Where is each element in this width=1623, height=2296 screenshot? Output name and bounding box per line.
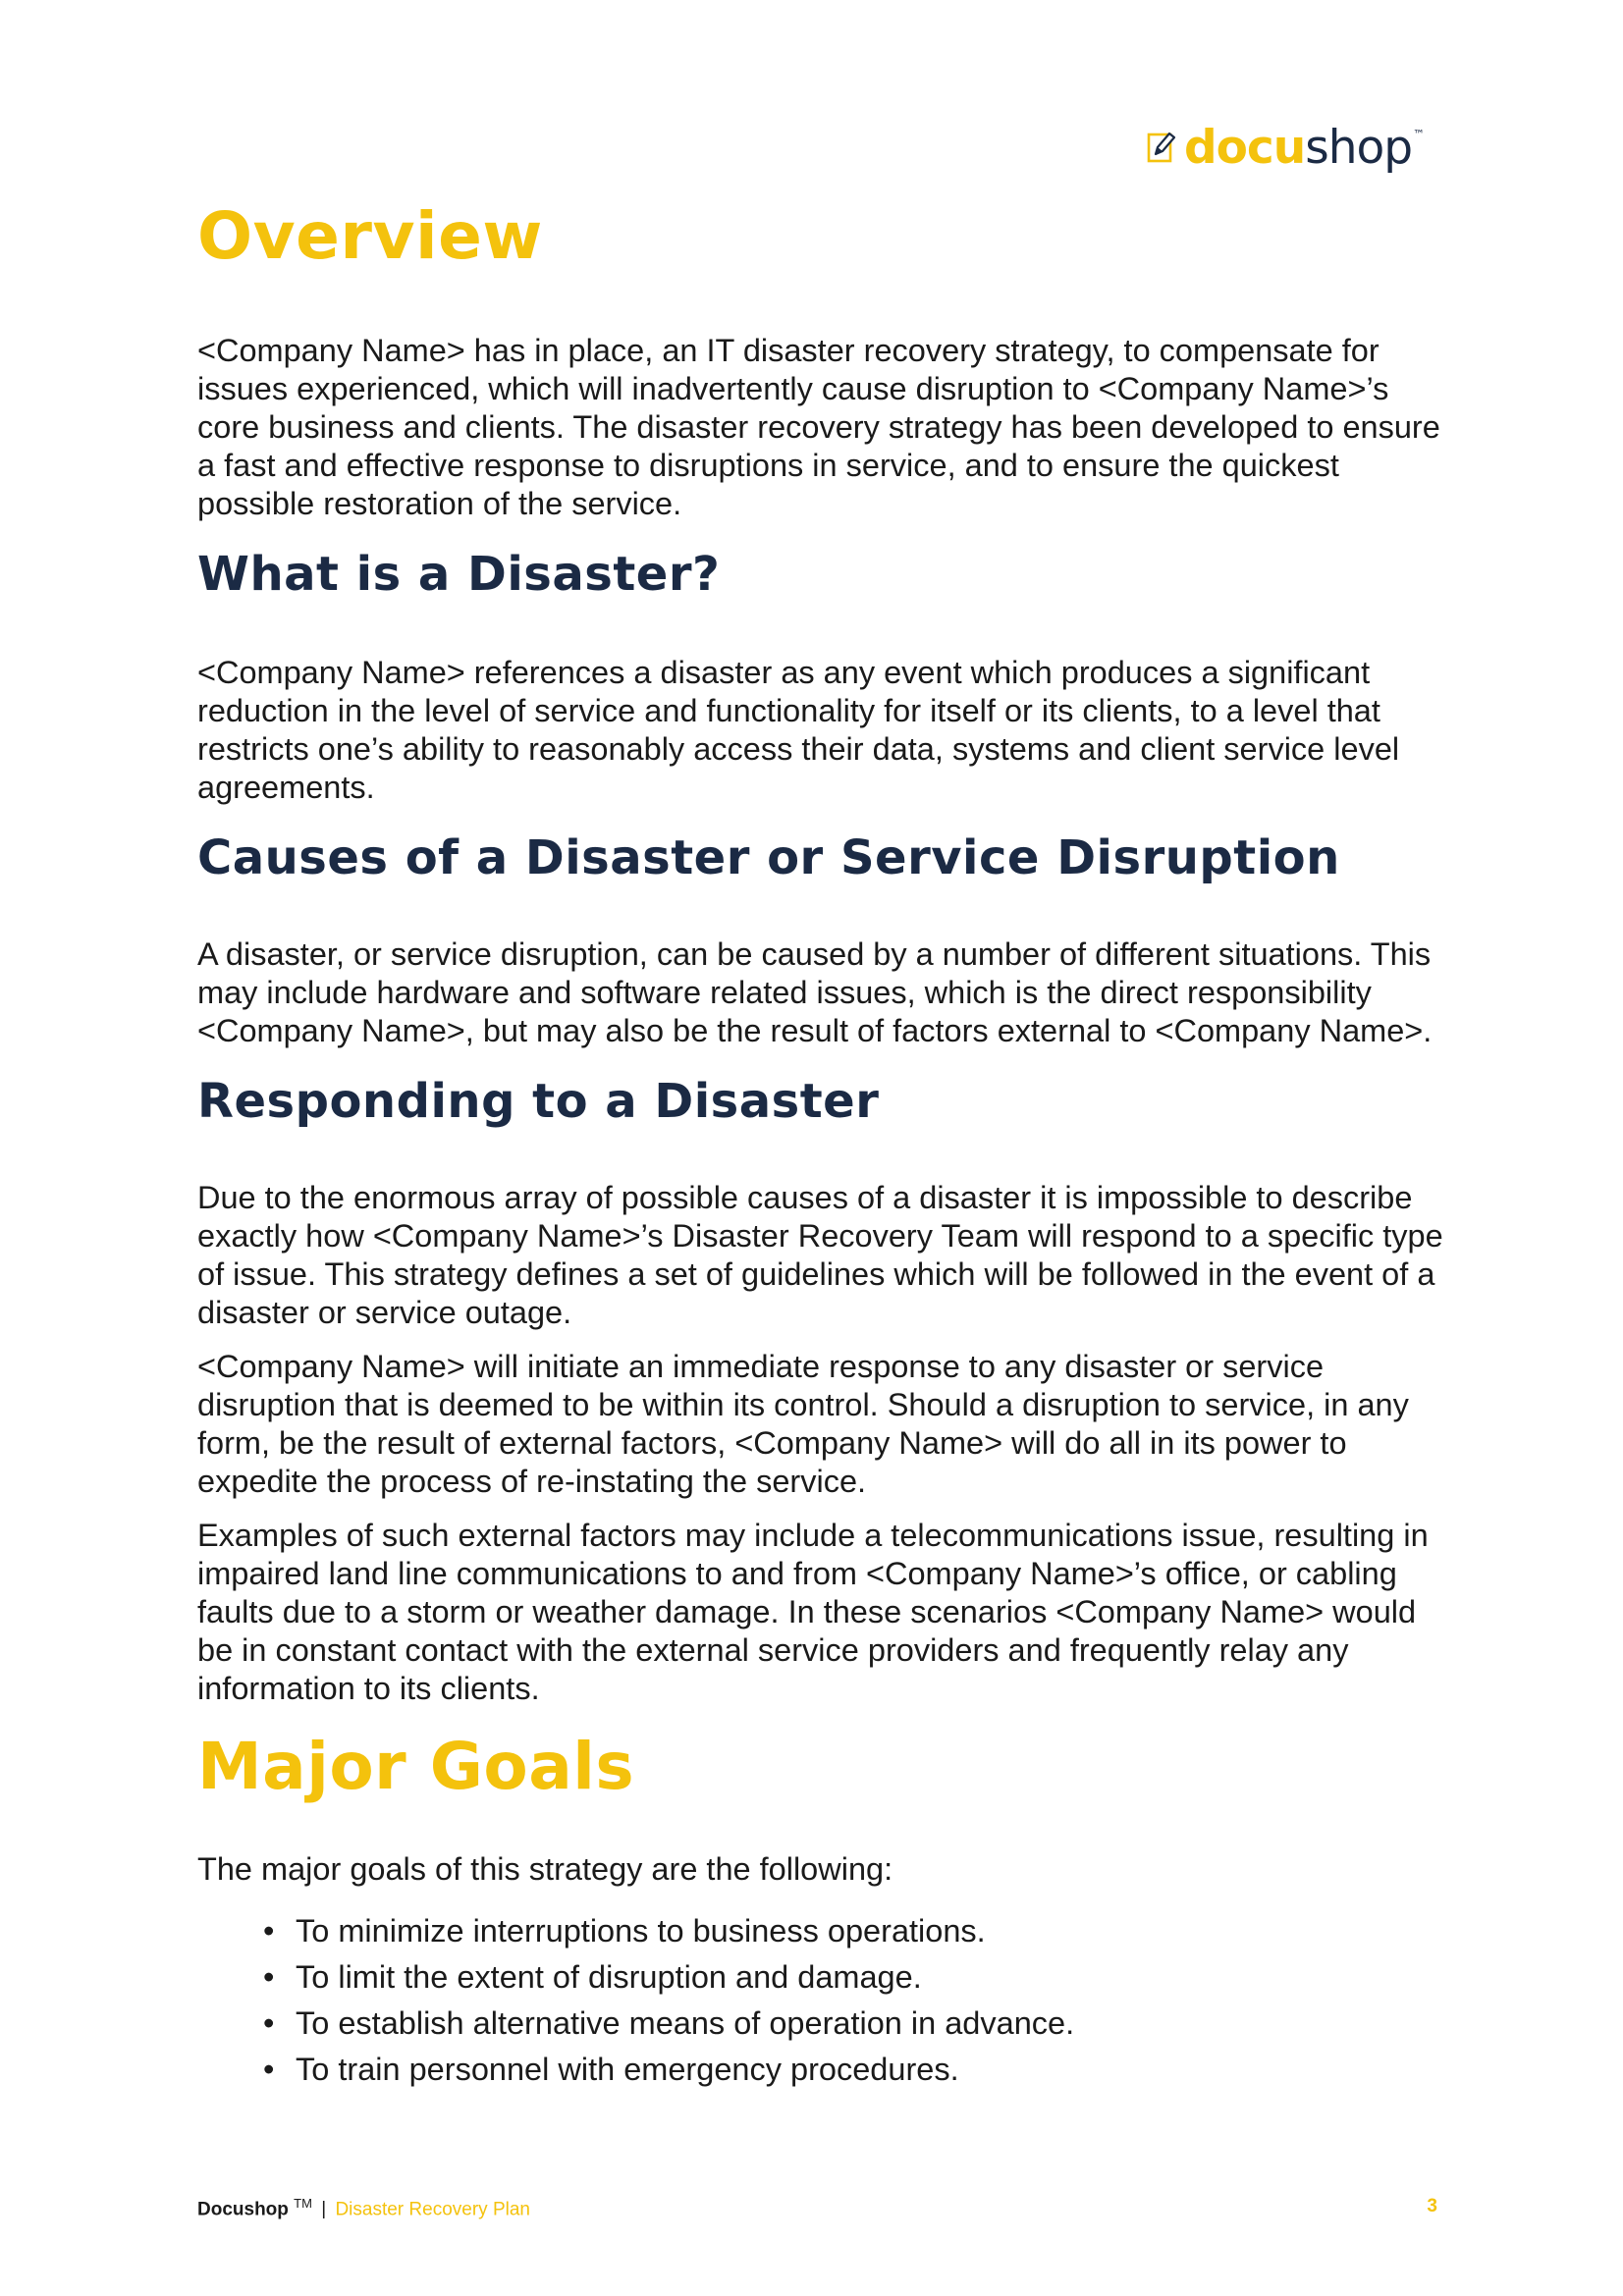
overview-heading: Overview	[197, 198, 543, 274]
list-item	[197, 2001, 1444, 2047]
causes-heading: Causes of a Disaster or Service Disruption	[197, 830, 1340, 886]
causes-paragraph: A disaster, or service disruption, can be caused by a number of different situations. This may include hardware and software related issues, which is the direct responsibility <Company Name>, but may also be the result of factors external to <Company Name>.	[197, 936, 1433, 1049]
bullet-icon: •	[263, 1958, 275, 1995]
bullet-icon: •	[263, 2051, 275, 2087]
logo-docu-text: docu	[1184, 120, 1306, 175]
what-is-disaster-paragraph: <Company Name> references a disaster as any event which produces a significant reduction in the level of service and functionality for itself or its clients, to a level that restricts one’s ability to reasonably access their data, systems and client service level agreements.	[197, 655, 1400, 806]
list-item-text: To minimize interruptions to business operations.	[296, 1912, 986, 1949]
footer-trademark: TM	[294, 2196, 312, 2211]
docushop-logo	[1147, 120, 1425, 175]
responding-paragraph-2: <Company Name> will initiate an immediate response to any disaster or service disruption that is deemed to be within its control. Should a disruption to service, in any form, be the result of external factors, <Company Name> will do all in its power to expedite the process of re-instating the service.	[197, 1348, 1409, 1499]
responding-paragraph-3: Examples of such external factors may include a telecommunications issue, resulting in impaired land line communications to and from <Company Name>’s office, or cabling faults due to a storm or weather damage. In these scenarios <Company Name> would be in constant contact with the external service providers and frequently relay any information to its clients.	[197, 1517, 1429, 1706]
logo-shop-text: shop	[1305, 120, 1413, 175]
responding-heading: Responding to a Disaster	[197, 1074, 880, 1130]
list-item-text: To train personnel with emergency procedures.	[296, 2051, 959, 2087]
footer-separator: |	[321, 2199, 327, 2220]
major-goals-list	[197, 1908, 1444, 2093]
list-item	[197, 1908, 1444, 1954]
bullet-icon: •	[263, 2004, 275, 2041]
what-is-disaster-heading: What is a Disaster?	[197, 546, 721, 602]
page-number: 3	[1427, 2196, 1437, 2216]
document-body	[197, 198, 1444, 2093]
major-goals-heading: Major Goals	[197, 1728, 635, 1804]
footer-brand: Docushop	[197, 2199, 289, 2220]
major-goals-intro: The major goals of this strategy are the following:	[197, 1850, 893, 1887]
logo-trademark: ™	[1413, 128, 1426, 141]
pencil-doc-icon	[1147, 131, 1176, 164]
overview-paragraph: <Company Name> has in place, an IT disaster recovery strategy, to compensate for issues experienced, which will inadvertently cause disruption to <Company Name>’s core business and clients. The disaster recovery strategy has been developed to ensure a fast and effective response to disruptions in service, and to ensure the quickest possible restoration of the service.	[197, 332, 1440, 521]
bullet-icon: •	[263, 1912, 275, 1949]
list-item	[197, 1954, 1444, 2001]
list-item-text: To limit the extent of disruption and damage.	[296, 1958, 922, 1995]
footer-document-title: Disaster Recovery Plan	[335, 2199, 530, 2220]
list-item-text: To establish alternative means of operation in advance.	[296, 2004, 1075, 2041]
responding-paragraph-1: Due to the enormous array of possible causes of a disaster it is impossible to describe exactly how <Company Name>’s Disaster Recovery Team will respond to a specific type of issue. This strategy defines a set of guidelines which will be followed in the event of a disaster or service outage.	[197, 1179, 1443, 1330]
page-footer	[197, 2196, 1444, 2220]
list-item	[197, 2047, 1444, 2093]
